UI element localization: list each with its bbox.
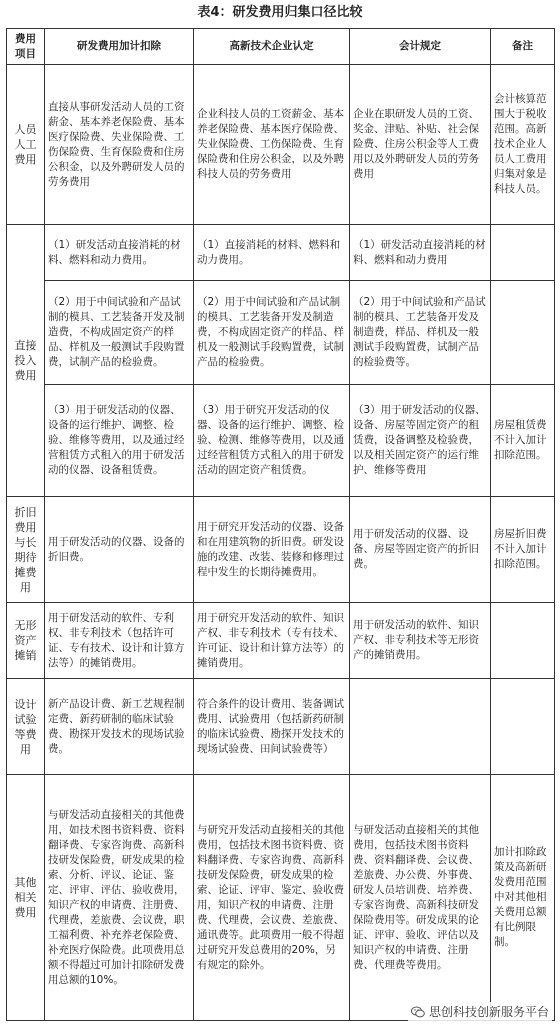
hightech-cell: （2）用于中间试验和产品试制的模具、工艺装备开发及制造费，不构成固定资产的样品、样机及一般测试手段购置费，试制产品的检验费。 [194, 281, 350, 385]
note-cell [491, 225, 555, 281]
header-deduction: 研发费用加计扣除 [45, 29, 194, 65]
hightech-cell: 用于研究开发活动的仪器、设备和在用建筑物的折旧费。研发设施的改建、改装、装修和修理过程中发生的长期待摊费用。 [194, 497, 350, 603]
deduction-cell: 与研发活动直接相关的其他费用，如技术图书资料费、资料翻译费、专家咨询费、高新科技研发保险费，研发成果的检索、分析、评议、论证、鉴定、评审、评估、验收费用，知识产权的申请费、注册费、代理费，差旅费、会议费，职工福利费、补充养老保险费、补充医疗保险费。此项费用总额不得超过可加计扣除研发费用总额的10%。 [45, 775, 194, 1021]
note-cell: 房屋折旧费不计入加计扣除范围。 [491, 497, 555, 603]
category-cell: 其他相关费用 [7, 775, 45, 1021]
hightech-cell: 与研究开发活动直接相关的其他费用，包括技术图书资料费、资料翻译费、专家咨询费、高新科技研发保险费，研发成果的检索、论证、评审、鉴定、验收费用，知识产权的申请费、注册费、代理费，会议费、差旅费、通讯费等。此项费用一般不得超过研究开发总费用的20%，另有规定的除外。 [194, 775, 350, 1021]
table-row-intangible [7, 603, 555, 679]
header-row [7, 29, 555, 65]
accounting-cell: 用于研发活动的软件、知识产权、非专利技术等无形资产的摊销费用。 [350, 603, 491, 679]
table-row-depreciation [7, 497, 555, 603]
hightech-cell: 企业科技人员的工资薪金、基本养老保险费、基本医疗保险费、失业保险费、工伤保险费、生育保险费和住房公积金，以及外聘科技人员的劳务费用 [194, 65, 350, 225]
watermark [408, 1002, 552, 1021]
hightech-cell: （3）用于研究开发活动的仪器、设备的运行维护、调整、检验、检测、维修等费用，以及通过经营租赁方式租入的用于研发活动的固定资产租赁费。 [194, 385, 350, 497]
category-cell: 无形资产摊销 [7, 603, 45, 679]
deduction-cell: 直接从事研发活动人员的工资薪金、基本养老保险费、基本医疗保险费、失业保险费、工伤保险费、生育保险费和住房公积金，以及外聘研发人员的劳务费用 [45, 65, 194, 225]
deduction-cell: 用于研发活动的软件、专利权、非专利技术（包括许可证、专有技术、设计和计算方法等）的摊销费用。 [45, 603, 194, 679]
comparison-table [6, 28, 555, 1021]
hightech-cell: 符合条件的设计费用、装备调试费用、试验费用（包括新药研制的临床试验费、勘探开发技术的现场试验费、田间试验费等） [194, 679, 350, 775]
table-row-direct-3 [7, 385, 555, 497]
hightech-cell: （1）直接消耗的材料、燃料和动力费用。 [194, 225, 350, 281]
note-cell [491, 679, 555, 775]
accounting-cell: （3）用于研发活动的仪器、设备、房屋等固定资产的租赁费，设备调整及检验费，以及相关固定资产的运行维护、维修等费用 [350, 385, 491, 497]
wechat-icon [411, 1006, 425, 1018]
note-cell [491, 603, 555, 679]
category-cell: 人员人工费用 [7, 65, 45, 225]
note-cell: 房屋租赁费不计入加计扣除范围。 [491, 385, 555, 497]
table-row-other [7, 775, 555, 1021]
accounting-cell: 用于研发活动的仪器、设备、房屋等固定资产的折旧费。 [350, 497, 491, 603]
table-title: 表4：研发费用归集口径比较 [197, 5, 363, 20]
accounting-cell: （1）研发活动直接消耗的材料、燃料和动力费用 [350, 225, 491, 281]
category-cell: 折旧费用与长期待摊费用 [7, 497, 45, 603]
table-row-design [7, 679, 555, 775]
note-cell: 会计核算范围大于税收范围。高新技术企业人员人工费用归集对象是科技人员。 [491, 65, 555, 225]
deduction-cell: （1）研发活动直接消耗的材料、燃料和动力费用。 [45, 225, 194, 281]
note-cell [491, 281, 555, 385]
header-note: 备注 [491, 29, 555, 65]
hightech-cell: 用于研究开发活动的软件、知识产权、非专利技术（专有技术、许可证、设计和计算方法等）的摊销费用。 [194, 603, 350, 679]
deduction-cell: （2）用于中间试验和产品试制的模具、工艺装备开发及制造费，不构成固定资产的样品、样机及一般测试手段购置费，试制产品的检验费。 [45, 281, 194, 385]
header-accounting: 会计规定 [350, 29, 491, 65]
accounting-cell: 企业在职研发人员的工资、奖金、津贴、补贴、社会保险费、住房公积金等人工费用以及外聘研发人员的劳务费用 [350, 65, 491, 225]
accounting-cell: 与研发活动直接相关的其他费用，包括技术图书资料费、资料翻译费、会议费、差旅费、办公费、外事费、研发人员培训费、培养费、专家咨询费、高新科技研发保险费用等。研发成果的论证、评审、验收、评估以及知识产权的申请费、注册费、代理费等费用。 [350, 775, 491, 1021]
table-row-direct-2 [7, 281, 555, 385]
category-cell: 设计试验等费用 [7, 679, 45, 775]
header-category: 费用项目 [7, 29, 45, 65]
table-row-personnel [7, 65, 555, 225]
deduction-cell: （3）用于研发活动的仪器、设备的运行维护、调整、检验、维修等费用，以及通过经营租赁方式租入的用于研发活动的仪器、设备租赁费。 [45, 385, 194, 497]
table-row-direct-1 [7, 225, 555, 281]
category-cell: 直接投入费用 [7, 225, 45, 497]
deduction-cell: 用于研发活动的仪器、设备的折旧费。 [45, 497, 194, 603]
accounting-cell: （2）用于中间试验和产品试制的模具、工艺装备开发及制造费，样品、样机及一般测试手段购置费，试制产品的检验费等。 [350, 281, 491, 385]
header-hightech: 高新技术企业认定 [194, 29, 350, 65]
watermark-text: 思创科技创新服务平台 [428, 1005, 549, 1019]
accounting-cell [350, 679, 491, 775]
deduction-cell: 新产品设计费、新工艺规程制定费、新药研制的临床试验费、勘探开发技术的现场试验费。 [45, 679, 194, 775]
note-cell: 加计扣除政策及高新研发费用范围中对其他相关费用总额有比例限制。 [491, 775, 555, 1021]
